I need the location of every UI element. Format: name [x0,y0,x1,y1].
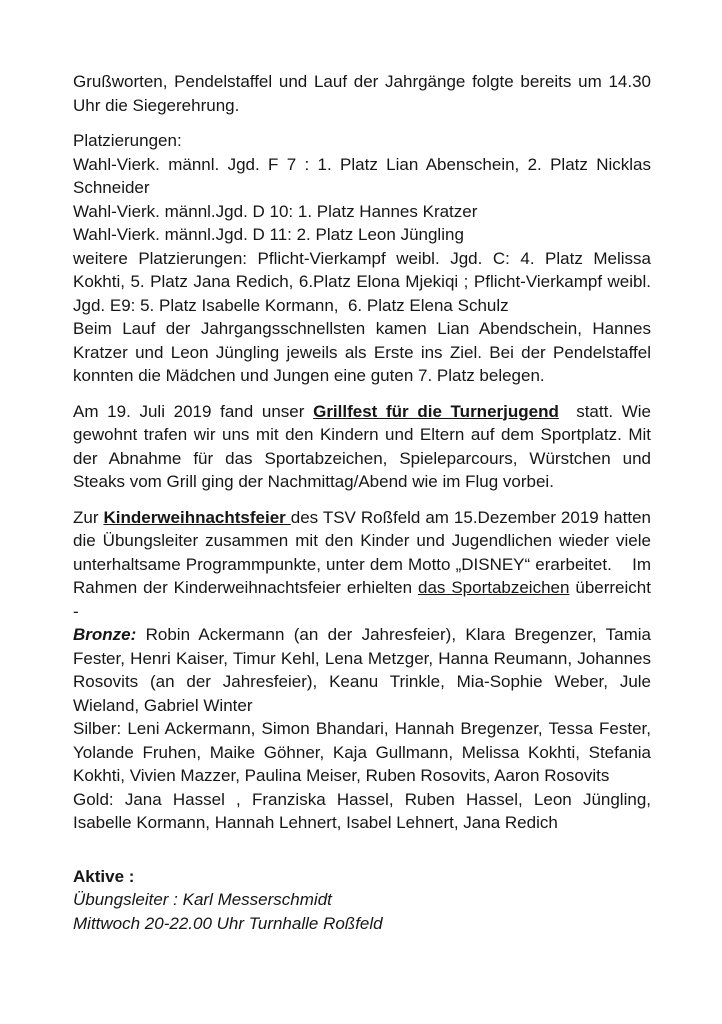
paragraph-grillfest [73,400,651,494]
grillfest-post-text: statt. Wie gewohnt trafen wir uns mit den Kindern und Eltern auf dem Sportplatz. Mit der Abnahme für das Sportabzeichen, Spieleparcours, Würstchen und Steaks vom Grill ging der Nachmittag/Abend wie im Flug vorbei. [73,401,651,491]
aktive-heading-text: Aktive : [73,866,135,886]
paragraph-platz-f7 [73,153,651,200]
grillfest-title: Grillfest für die Turnerjugend [313,401,559,421]
paragraph-platz-d10 [73,200,651,224]
heading-aktive [73,865,651,889]
paragraph-kinderweihnachtsfeier [73,506,651,624]
lauf-text: Beim Lauf der Jahrgangsschnellsten kamen Lian Abendschein, Hannes Kratzer und Leon Jüngling jeweils als Erste ins Ziel. Bei der Pendelstaffel konnten die Mädchen und Jungen eine guten 7. Platz belegen. [73,319,651,385]
paragraph-gold [73,788,651,835]
line-uebungsleiter [73,888,651,912]
blank-lines [73,835,651,865]
paragraph-platz-d11 [73,223,651,247]
page-content [73,70,651,935]
weihnachtsfeier-title: Kinderweihnachtsfeier [103,507,291,527]
uebungsleiter-text: Übungsleiter : Karl Messerschmidt [73,890,332,909]
silber-names-text: Silber: Leni Ackermann, Simon Bhandari, Hannah Bregenzer, Tessa Fester, Yolande Fruhen, Maike Göhner, Kaja Gullmann, Melissa Kokhti, Stefania Kokhti, Vivien Mazzer, Paulina Meiser, Ruben Rosovits, Aaron Rosovits [73,719,651,785]
line-trainingszeit [73,912,651,936]
intro-text: Grußworten, Pendelstaffel und Lauf der Jahrgänge folgte bereits um 14.30 Uhr die Siegerehrung. [73,72,651,115]
paragraph-silber [73,717,651,788]
heading-platzierungen [73,129,651,153]
bronze-names-text: Robin Ackermann (an der Jahresfeier), Klara Bregenzer, Tamia Fester, Henri Kaiser, Timur Kehl, Lena Metzger, Hanna Reumann, Johannes Rosovits (an der Jahresfeier), Keanu Trinkle, Mia-Sophie Weber, Jule Wieland, Gabriel Winter [73,625,651,715]
weitere-platzierungen-text: weitere Platzierungen: Pflicht-Vierkampf weibl. Jgd. C: 4. Platz Melissa Kokhti, 5. Platz Jana Redich, 6.Platz Elona Mjekiqi ; Pflicht-Vierkampf weibl. Jgd. E9: 5. Platz Isabelle Kormann, 6. Platz Elena Schulz [73,248,651,315]
blank-line [73,494,651,506]
blank-line [73,388,651,400]
weihnachtsfeier-post-text: überreicht - [73,578,651,621]
paragraph-weitere-platzierungen [73,247,651,318]
gold-names-text: Gold: Jana Hassel , Franziska Hassel, Ruben Hassel, Leon Jüngling, Isabelle Kormann, Hannah Lehnert, Isabel Lehnert, Jana Redich [73,789,651,832]
sportabzeichen-underlined-text: das Sportabzeichen [417,578,570,597]
weihnachtsfeier-pre-text: Zur [73,507,104,527]
trainingszeit-text: Mittwoch 20-22.00 Uhr Turnhalle Roßfeld [73,913,383,933]
paragraph-intro [73,70,651,117]
platz-f7-text: Wahl-Vierk. männl. Jgd. F 7 : 1. Platz Lian Abenschein, 2. Platz Nicklas Schneider [73,154,651,197]
blank-line [73,117,651,129]
paragraph-lauf-jahrgangsschnellste [73,317,651,388]
grillfest-pre-text: Am 19. Juli 2019 fand unser [73,401,314,421]
platz-d10-text: Wahl-Vierk. männl.Jgd. D 10: 1. Platz Hannes Kratzer [73,201,478,221]
platzierungen-heading-text: Platzierungen: [73,131,182,150]
platz-d11-text: Wahl-Vierk. männl.Jgd. D 11: 2. Platz Leon Jüngling [73,225,464,244]
paragraph-bronze [73,623,651,717]
weihnachtsfeier-mid-text: des TSV Roßfeld am 15.Dezember 2019 hatten die Übungsleiter zusammen mit den Kinder und Jugendlichen wieder viele unterhaltsame Programmpunkte, unter dem Motto „DISNEY“ erarbeitet. Im Rahmen der Kinderweihnachtsfeier erhielten [73,507,651,597]
bronze-label: Bronze: [73,625,137,644]
